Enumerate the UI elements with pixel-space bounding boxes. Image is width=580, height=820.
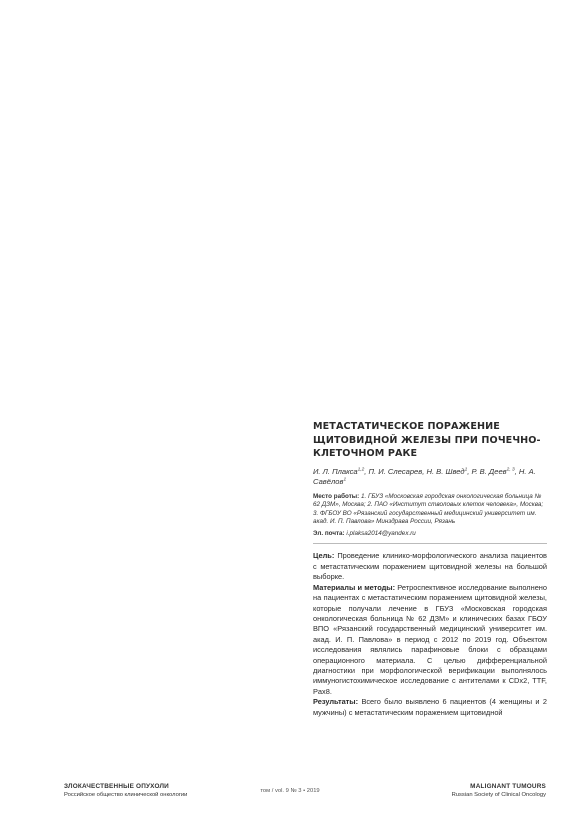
author-affiliation: 1,2 (357, 467, 365, 473)
footer-right (452, 783, 546, 799)
author-name: П. И. Слесарев (368, 466, 423, 476)
footer-volume: том / vol. 9 № 3 • 2019 (260, 788, 320, 794)
page-footer (0, 783, 580, 803)
author-affiliation: 1 (464, 467, 468, 473)
author-separator: , (514, 466, 519, 476)
footer-journal-en: MALIGNANT TUMOURS (470, 783, 546, 790)
author-separator: , (364, 466, 369, 476)
aim-text: Проведение клинико-морфологического анализа пациентов с метастатическим поражением щитовидной железы на большой выборке. (313, 551, 547, 582)
workplace-block (313, 493, 547, 527)
author-name: Р. В. Деев (471, 466, 507, 476)
workplace-label: Место работы: (313, 492, 360, 500)
author-list (313, 467, 547, 488)
methods-text: Ретроспективное исследование выполнено на пациентах с метастатическим поражением щитовидной железы, которые получали лечение в ГБУЗ «Московская городская онкологическая больница № 62 ДЗМ» и клинических базах ГБОУ ВПО «Рязанский государственный медицинский университет им. акад. И. П. Павлова» в период с 2012 по 2019 год. Объектом исследования являлись парафиновые блоки с образцами операционного материала. С целью дифференциальной диагностики при морфологической верификации выполнялось иммуногистохимическое исследование с антителами к CDx2, TTF, Pax8. (313, 582, 547, 696)
author-affiliation: 2, 3 (506, 467, 515, 473)
article-title: МЕТАСТАТИЧЕСКОЕ ПОРАЖЕНИЕ ЩИТОВИДНОЙ ЖЕЛЕЗЫ ПРИ ПОЧЕЧНО-КЛЕТОЧНОМ РАКЕ (313, 421, 541, 460)
email-label: Эл. почта: (313, 529, 345, 537)
footer-society-en: Russian Society of Clinical Oncology (451, 792, 546, 798)
email-block (313, 530, 547, 539)
methods-label: Материалы и методы: (313, 582, 396, 592)
author-separator: , (422, 466, 427, 476)
footer-journal-ru: ЗЛОКАЧЕСТВЕННЫЕ ОПУХОЛИ (64, 783, 169, 790)
results-paragraph (313, 697, 547, 718)
author-name: Н. В. Швед (426, 466, 465, 476)
author-separator: , (467, 466, 472, 476)
email-link[interactable]: i.plaksa2014@yandex.ru (346, 529, 416, 537)
aim-label: Цель: (313, 551, 335, 561)
footer-society-ru: Российское общество клинической онкологии (64, 792, 188, 798)
aim-paragraph (313, 551, 547, 582)
author-affiliation: 1 (343, 477, 347, 483)
author-name: И. Л. Плакса (313, 466, 358, 476)
article-column (313, 420, 547, 718)
divider (313, 543, 547, 544)
workplace-text: 1. ГБУЗ «Московская городская онкологическая больница № 62 ДЗМ», Москва; 2. ПАО «Институт стволовых клеток человека», Москва; 3. ФГБОУ ВО «Рязанский государственный медицинский университет им. акад. И. П. Павлова» Минздрава России, Рязань (313, 492, 544, 526)
abstract (313, 551, 547, 718)
results-text: Всего было выявлено 6 пациентов (4 женщины и 2 мужчины) с метастатическим поражением щитовидной (313, 697, 547, 717)
results-label: Результаты: (313, 697, 359, 707)
author-name: Н. А. Савёлов (313, 466, 536, 487)
methods-paragraph (313, 583, 547, 697)
